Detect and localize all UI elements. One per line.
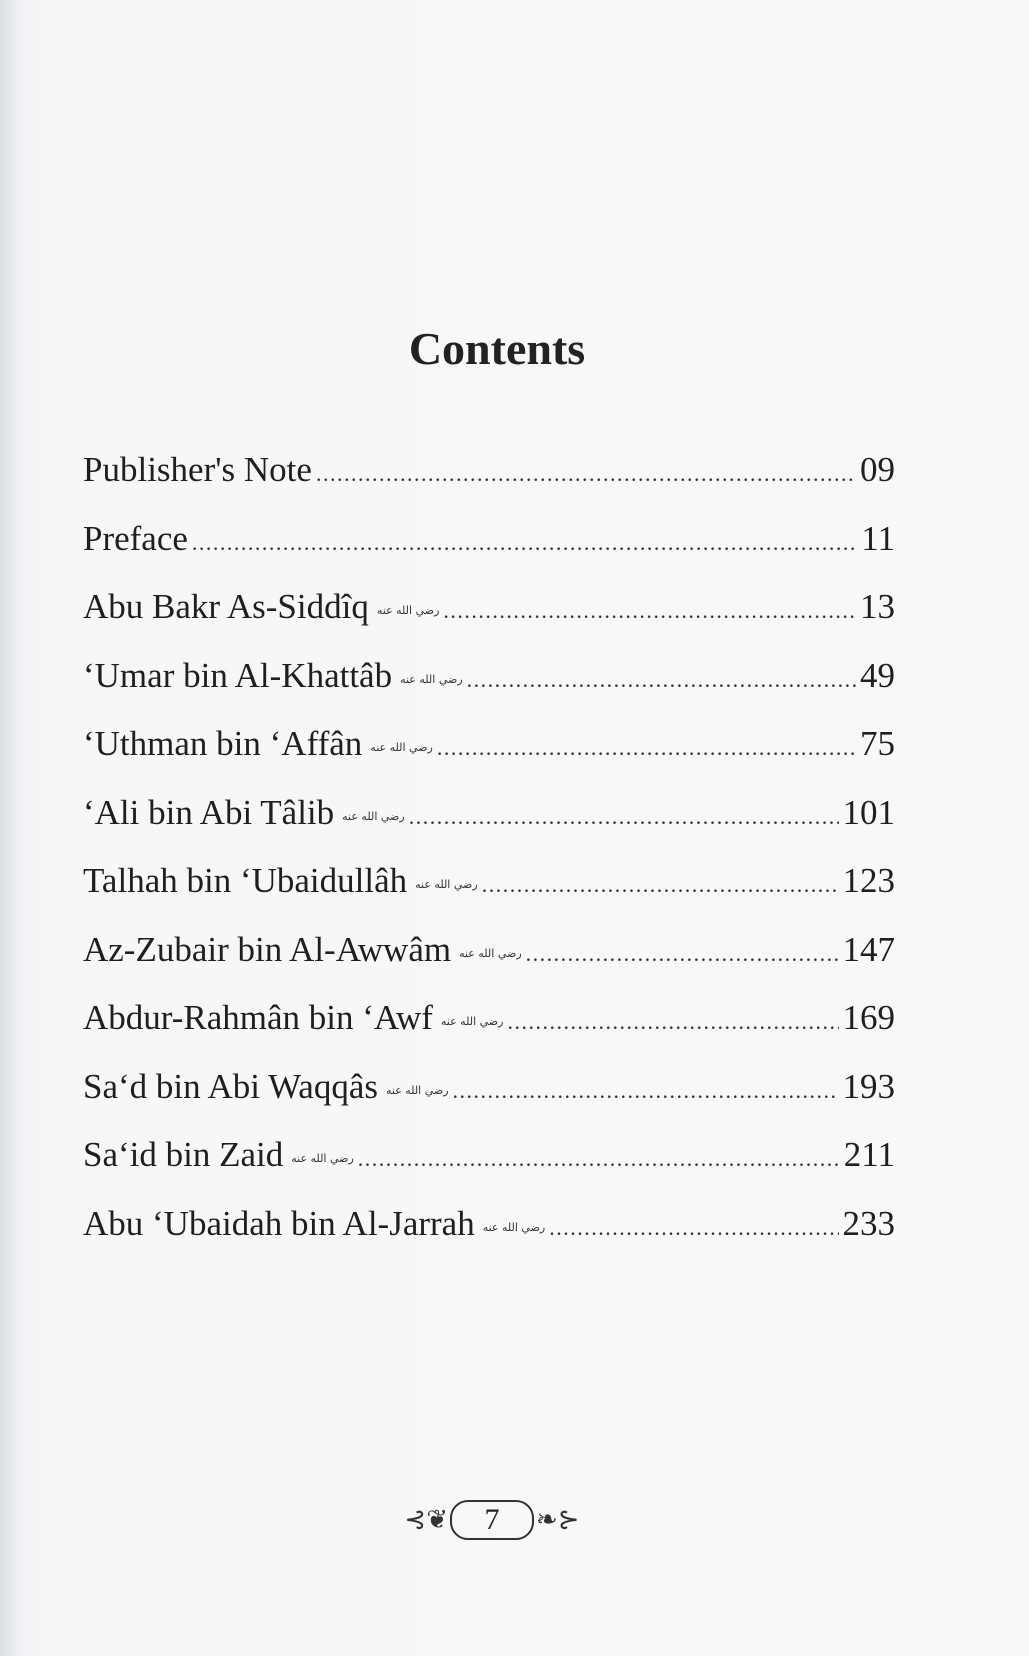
- toc-entry[interactable]: [83, 998, 895, 1067]
- dot-leader: [409, 804, 839, 830]
- entry-title: Preface: [83, 518, 188, 558]
- entry-page-number: 09: [860, 450, 895, 489]
- right-flourish-icon: ❧⊱: [536, 1505, 580, 1534]
- page-number-ornament: [402, 1500, 582, 1540]
- page-title: Contents: [408, 323, 586, 374]
- toc-entry[interactable]: [83, 724, 895, 793]
- dot-leader: [443, 598, 856, 624]
- honorific-icon: رضي الله عنه: [482, 1220, 546, 1234]
- entry-page-number: 193: [842, 1066, 895, 1106]
- honorific-icon: رضي الله عنه: [415, 878, 478, 891]
- toc-entry[interactable]: [83, 587, 895, 656]
- entry-page-number: 123: [842, 861, 895, 900]
- dot-leader: [549, 1215, 838, 1241]
- toc-entry[interactable]: [83, 1067, 895, 1136]
- toc-entry[interactable]: [83, 1135, 895, 1204]
- honorific-icon: رضي الله عنه: [370, 741, 433, 754]
- page-number: 7: [450, 1500, 534, 1540]
- entry-title: ‘Umar bin Al-Khattâb: [83, 655, 393, 695]
- table-of-contents: [83, 450, 895, 1272]
- entry-page-number: 101: [842, 792, 895, 832]
- dot-leader: [192, 530, 857, 556]
- toc-entry[interactable]: [83, 519, 895, 588]
- entry-title: ‘Uthman bin ‘Affân: [83, 724, 363, 763]
- honorific-icon: رضي الله عنه: [342, 809, 405, 823]
- toc-entry[interactable]: [83, 450, 895, 519]
- dot-leader: [507, 1009, 838, 1035]
- dot-leader: [316, 461, 856, 487]
- toc-entry[interactable]: [83, 861, 895, 930]
- honorific-icon: رضي الله عنه: [291, 1152, 354, 1165]
- honorific-icon: رضي الله عنه: [400, 672, 463, 686]
- dot-leader: [526, 941, 839, 967]
- entry-page-number: 147: [842, 929, 895, 969]
- dot-leader: [482, 872, 839, 898]
- entry-title: Abu Bakr As-Siddîq: [83, 587, 369, 626]
- entry-page-number: 13: [860, 587, 895, 626]
- honorific-icon: رضي الله عنه: [376, 604, 440, 617]
- entry-title: Abdur-Rahmân bin ‘Awf: [83, 998, 433, 1037]
- left-flourish-icon: ⊰❦: [404, 1505, 448, 1534]
- honorific-icon: رضي الله عنه: [459, 946, 522, 960]
- toc-entry[interactable]: [83, 793, 895, 862]
- entry-title: Az-Zubair bin Al-Awwâm: [83, 929, 452, 969]
- dot-leader: [453, 1078, 839, 1104]
- entry-page-number: 11: [861, 518, 895, 558]
- entry-title: ‘Ali bin Abi Tâlib: [83, 792, 335, 832]
- entry-page-number: 75: [860, 724, 895, 763]
- entry-title: Sa‘id bin Zaid: [83, 1135, 284, 1174]
- entry-title: Publisher's Note: [83, 450, 312, 489]
- entry-page-number: 169: [842, 998, 895, 1037]
- honorific-icon: رضي الله عنه: [386, 1083, 449, 1097]
- dot-leader: [358, 1146, 840, 1172]
- toc-entry[interactable]: [83, 656, 895, 725]
- entry-page-number: 233: [842, 1203, 895, 1243]
- entry-page-number: 49: [860, 655, 895, 695]
- entry-title: Talhah bin ‘Ubaidullâh: [83, 861, 408, 900]
- dot-leader: [467, 667, 856, 693]
- honorific-icon: رضي الله عنه: [440, 1015, 504, 1028]
- entry-title: Abu ‘Ubaidah bin Al-Jarrah: [83, 1203, 475, 1243]
- dot-leader: [437, 735, 856, 761]
- entry-page-number: 211: [843, 1135, 895, 1174]
- entry-title: Sa‘d bin Abi Waqqâs: [83, 1066, 378, 1106]
- toc-entry[interactable]: [83, 930, 895, 999]
- toc-entry[interactable]: [83, 1204, 895, 1273]
